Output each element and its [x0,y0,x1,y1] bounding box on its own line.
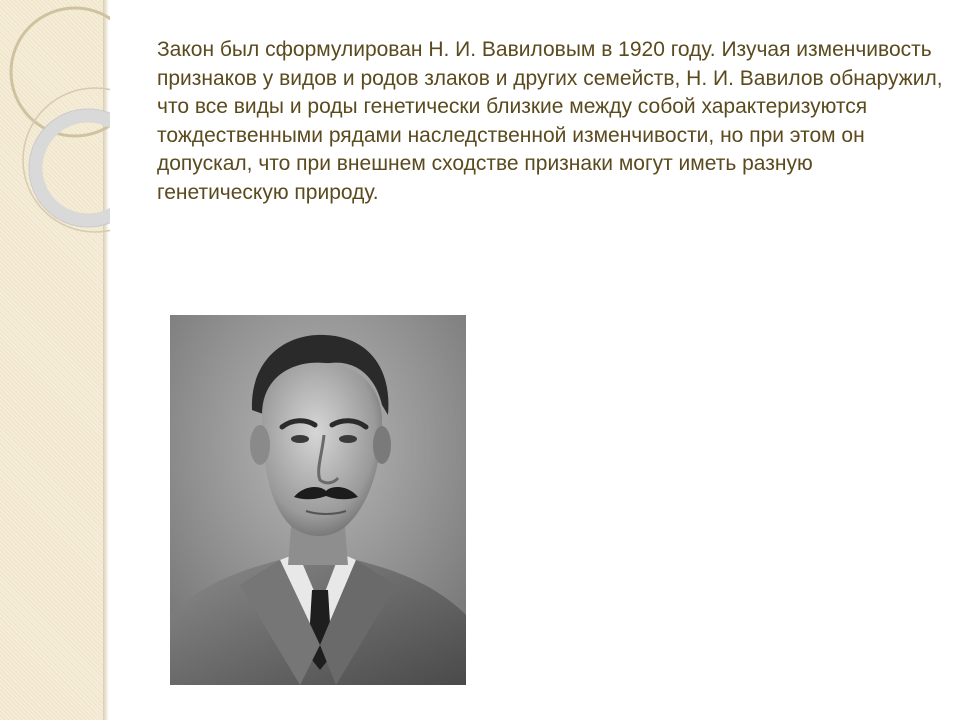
decorative-rings-icon [0,0,110,260]
law-description-paragraph: Закон был сформулирован Н. И. Вавиловым в 1920 году. Изучая изменчивость признаков у видов и родов злаков и других семейств, Н. И. Вавилов обнаружил, что все виды и роды генетически близкие между собой характеризуются тождественными рядами наследственной изменчивости, но при этом он допускал, что при внешнем сходстве признаки могут иметь разную генетическую природу. [157,38,943,204]
vavilov-portrait [170,315,466,685]
portrait-photo-icon [170,315,466,685]
